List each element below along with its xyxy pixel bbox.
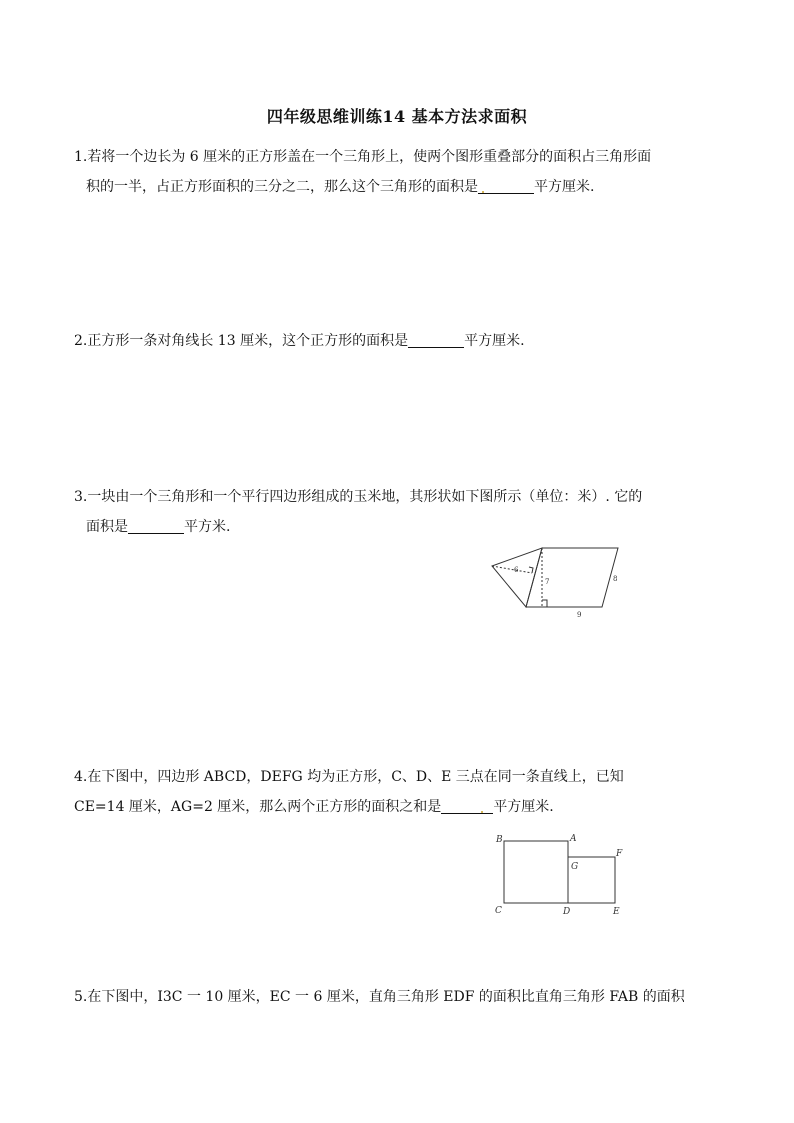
label-e: E [613,907,620,917]
ink-dot [482,191,484,193]
question-2-line-1 [74,326,734,356]
right-angle-mark [529,567,533,573]
question-3-line-2 [74,512,734,542]
question-2-text: 2.正方形一条对角线长 13 厘米，这个正方形的面积是 [74,333,409,349]
label-f: F [616,849,623,859]
answer-blank-3[interactable] [128,517,184,534]
right-angle-mark [542,600,547,607]
question-4-line-1: 4.在下图中，四边形 ABCD，DEFG 均为正方形，C、D、E 三点在同一条直线上，已知 [74,769,624,785]
question-1-line-1: 1.若将一个边长为 6 厘米的正方形盖在一个三角形上，使两个图形重叠部分的面积占三角形面 [74,149,652,165]
answer-blank-1[interactable] [478,177,534,194]
square-abcd [504,841,568,903]
label-d: D [563,907,571,917]
question-3 [74,482,734,542]
figure-two-squares [490,830,630,920]
label-c: C [495,906,502,916]
label-g: G [571,862,579,872]
label-a: A [570,834,577,844]
question-3-text: 面积是 [86,519,128,535]
answer-blank-4[interactable] [441,797,493,814]
figure-cornfield [488,542,626,620]
question-3-line-1: 3.一块由一个三角形和一个平行四边形组成的玉米地，其形状如下图所示（单位：米）. 它的 [74,489,643,505]
label-6: 6 [514,566,519,574]
question-1-text: 积的一半，占正方形面积的三分之二，那么这个三角形的面积是 [86,179,478,195]
answer-blank-2[interactable] [408,331,464,348]
label-8: 8 [613,575,618,583]
question-1-unit: 平方厘米. [534,179,595,195]
page-title: 四年级思维训练14 基本方法求面积 [266,107,528,126]
question-1-line-2 [74,172,734,202]
question-2-unit: 平方厘米. [464,333,525,349]
question-1 [74,142,734,202]
ink-dot [481,811,483,813]
question-5-line-1: 5.在下图中，I3C 一 10 厘米，EC 一 6 厘米，直角三角形 EDF 的面积比直角三角形 FAB 的面积 [74,989,685,1005]
label-9: 9 [577,611,582,619]
question-4-text: CE=14 厘米，AG=2 厘米，那么两个正方形的面积之和是 [74,799,442,815]
label-7: 7 [545,578,550,586]
question-5 [74,982,734,1012]
triangle-height-line [492,566,532,573]
question-4-unit: 平方厘米. [493,799,554,815]
question-3-unit: 平方米. [184,519,231,535]
question-2 [74,326,734,356]
question-4 [74,762,734,822]
question-4-line-2 [74,792,734,822]
parallelogram-shape [526,548,618,607]
label-b: B [496,835,503,845]
